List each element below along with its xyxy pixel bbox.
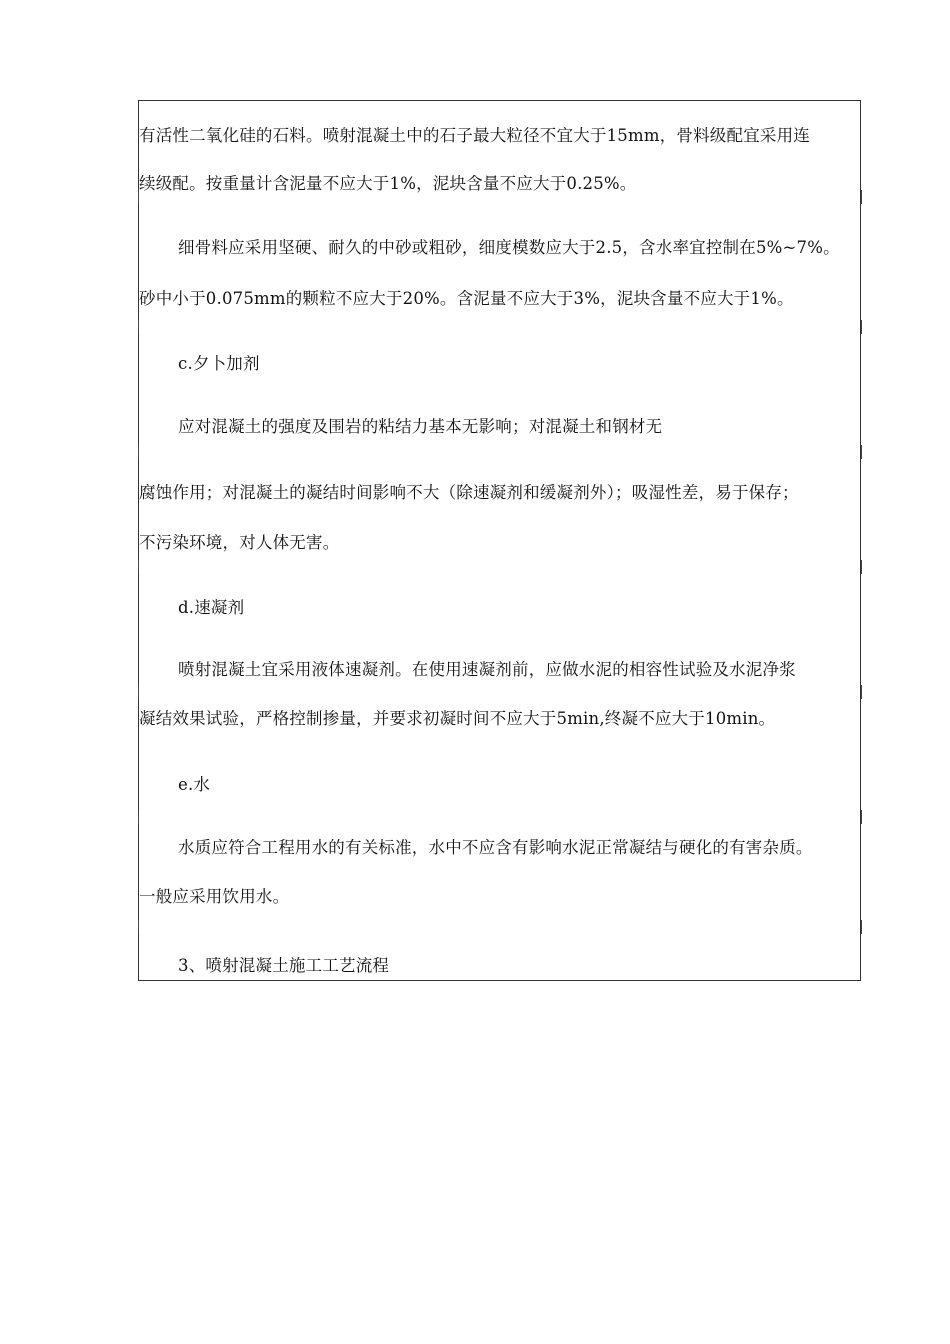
paragraph-line: 一般应采用饮用水。 <box>139 887 290 906</box>
frame-tick <box>138 685 139 699</box>
paragraph-line: 水质应符合工程用水的有关标准，水中不应含有影响水泥正常凝结与硬化的有害杂质。 <box>178 838 813 857</box>
frame-tick <box>861 685 862 699</box>
frame-tick <box>138 810 139 824</box>
section-heading-e: e.水 <box>178 775 211 794</box>
section-heading-c: c.夕卜加剂 <box>178 354 260 373</box>
frame-tick <box>861 560 862 574</box>
frame-tick <box>861 920 862 934</box>
paragraph-line: 砂中小于0.075mm的颗粒不应大于20%。含泥量不应大于3%，泥块含量不应大于1%。 <box>139 289 794 308</box>
paragraph-line: 腐蚀作用；对混凝土的凝结时间影响不大（除速凝剂和缓凝剂外）；吸湿性差，易于保存； <box>139 483 799 502</box>
paragraph-line: 不污染环境，对人体无害。 <box>139 533 340 552</box>
paragraph-line: 细骨料应采用坚硬、耐久的中砂或粗砂，细度模数应大于2.5，含水率宜控制在5%~7%。 <box>178 238 840 257</box>
paragraph-line: 续级配。按重量计含泥量不应大于1%，泥块含量不应大于0.25%。 <box>139 174 637 193</box>
frame-tick <box>138 445 139 459</box>
paragraph-line: 应对混凝土的强度及围岩的粘结力基本无影响；对混凝土和钢材无 <box>178 417 663 436</box>
frame-tick <box>861 810 862 824</box>
paragraph-line: 凝结效果试验，严格控制掺量，并要求初凝时间不应大于5min,终凝不应大于10min。 <box>139 709 776 728</box>
frame-tick <box>861 320 862 334</box>
paragraph-line: 喷射混凝土宜采用液体速凝剂。在使用速凝剂前，应做水泥的相容性试验及水泥净浆 <box>178 660 796 679</box>
paragraph-line: 有活性二氧化硅的石料。喷射混凝土中的石子最大粒径不宜大于15mm，骨料级配宜采用连 <box>139 126 810 145</box>
section-heading-d: d.速凝剂 <box>178 598 245 617</box>
frame-tick <box>861 445 862 459</box>
section-title-3: 3、喷射混凝土施工工艺流程 <box>178 956 390 975</box>
frame-tick <box>138 920 139 934</box>
frame-tick <box>138 560 139 574</box>
frame-tick <box>138 320 139 334</box>
